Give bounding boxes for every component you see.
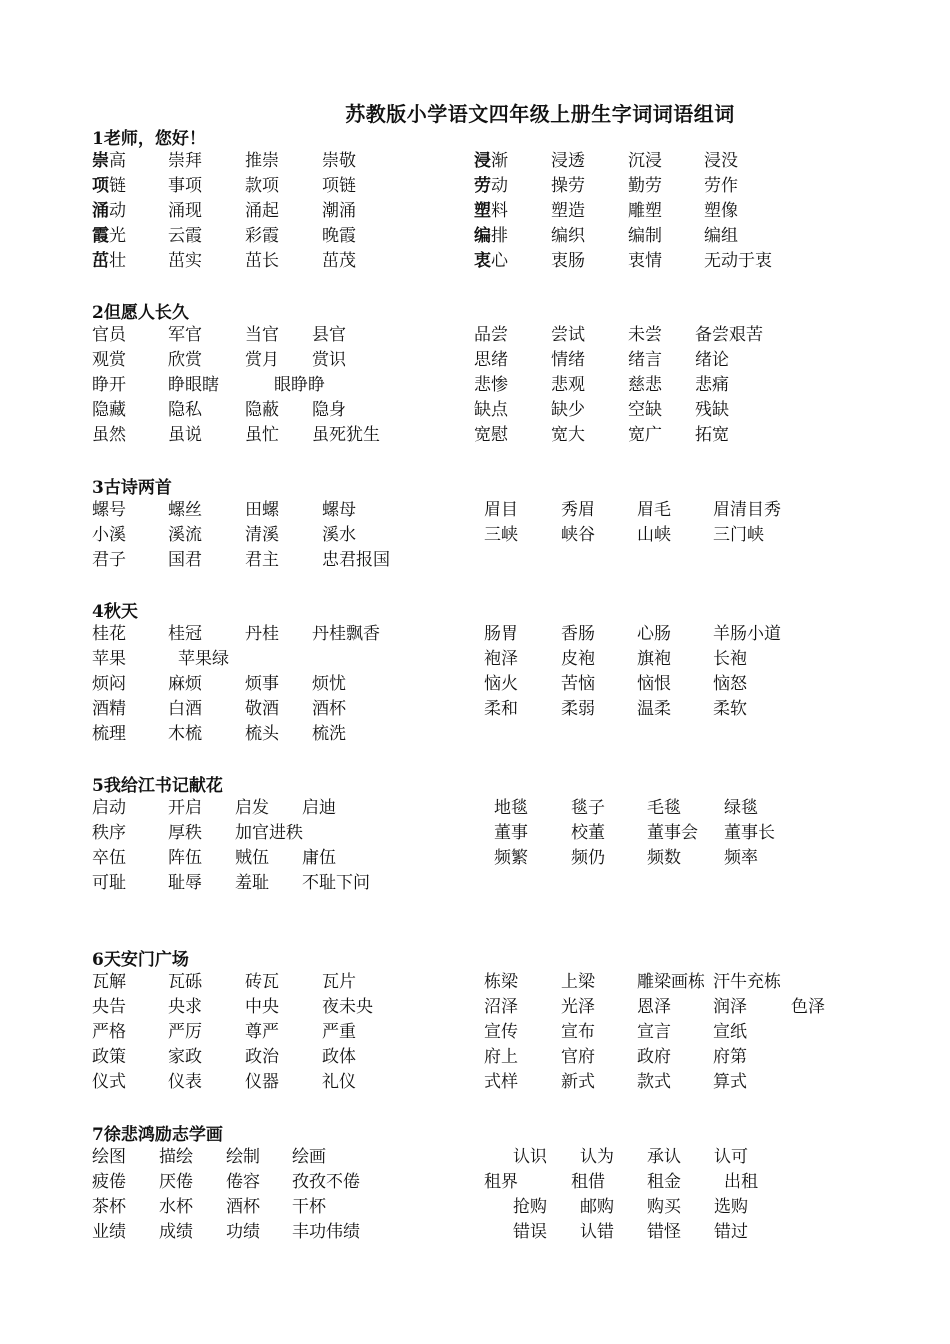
- word: 开启: [168, 798, 202, 818]
- word: 贼伍: [235, 847, 269, 868]
- word: 田螺: [245, 500, 279, 520]
- key-word: [92, 174, 126, 199]
- word: 严厉: [168, 1021, 202, 1042]
- word: 忠君报国: [322, 549, 390, 570]
- key-word: [92, 249, 126, 274]
- word: 羊肠小道: [713, 624, 781, 644]
- word: 螺丝: [168, 500, 202, 520]
- word: 军官: [168, 325, 202, 345]
- key-word: 袍泽: [484, 648, 518, 669]
- key-word: 虽然: [92, 424, 126, 445]
- word: 敬酒: [245, 698, 279, 719]
- word: 绘制: [226, 1147, 260, 1167]
- key-word: 栋梁: [484, 972, 518, 992]
- key-word: 柔和: [484, 698, 518, 719]
- lesson-title: 7徐悲鸿励志学画: [92, 1125, 223, 1145]
- word: 官府: [561, 1046, 595, 1067]
- word: 宣言: [637, 1021, 671, 1042]
- word: 虽死犹生: [312, 424, 380, 445]
- word-suffix: 心: [491, 250, 508, 271]
- word: 启发: [235, 798, 269, 818]
- word: 隐蔽: [245, 399, 279, 420]
- key-word: [92, 149, 126, 174]
- word: 宽广: [628, 424, 662, 445]
- word: 浸没: [704, 151, 738, 171]
- key-word: 董事: [494, 822, 528, 843]
- key-word: 隐藏: [92, 399, 126, 420]
- word: 眼睁睁: [274, 374, 325, 395]
- word: 毯子: [571, 798, 605, 818]
- word: 操劳: [551, 175, 585, 196]
- new-character: 霞: [92, 225, 109, 246]
- word: 空缺: [628, 399, 662, 420]
- key-word: 观赏: [92, 349, 126, 370]
- word: 残缺: [695, 399, 729, 420]
- word: 雕梁画栋: [637, 972, 705, 992]
- word: 云霞: [168, 225, 202, 246]
- word: 茁长: [245, 250, 279, 271]
- word: 溪流: [168, 524, 202, 545]
- word: 衷肠: [551, 250, 585, 271]
- key-word: 官员: [92, 325, 126, 345]
- word: 选购: [714, 1196, 748, 1217]
- word: 三门峡: [713, 524, 764, 545]
- word: 错怪: [647, 1221, 681, 1242]
- word: 加官进秩: [235, 822, 303, 843]
- key-word: 桂花: [92, 624, 126, 644]
- word-suffix: 高: [109, 151, 126, 171]
- word: 邮购: [580, 1196, 614, 1217]
- word: 频仍: [571, 847, 605, 868]
- word: 政治: [245, 1046, 279, 1067]
- word: 水杯: [159, 1196, 193, 1217]
- key-word: 酒精: [92, 698, 126, 719]
- key-word: 苹果: [92, 648, 126, 669]
- word: 心肠: [637, 624, 671, 644]
- key-word: 抢购: [513, 1196, 547, 1217]
- word: 砖瓦: [245, 972, 279, 992]
- word: 绪论: [695, 349, 729, 370]
- word: 成绩: [159, 1221, 193, 1242]
- word-suffix: 动: [491, 175, 508, 196]
- word: 款式: [637, 1071, 671, 1092]
- word: 悲观: [551, 374, 585, 395]
- key-word: 恼火: [484, 673, 518, 694]
- word: 茁实: [168, 250, 202, 271]
- word: 白酒: [168, 698, 202, 719]
- word: 上梁: [561, 972, 595, 992]
- word: 央求: [168, 996, 202, 1017]
- word: 董事长: [724, 822, 775, 843]
- word: 崇拜: [168, 151, 202, 171]
- key-word: [474, 149, 508, 174]
- word-suffix: 渐: [491, 151, 508, 171]
- word: 酒杯: [312, 698, 346, 719]
- word: 出租: [724, 1171, 758, 1192]
- new-character: 茁: [92, 250, 109, 271]
- word: 隐私: [168, 399, 202, 420]
- word: 螺母: [322, 500, 356, 520]
- key-word: 错误: [513, 1221, 547, 1242]
- word: 晚霞: [322, 225, 356, 246]
- word: 启迪: [302, 798, 336, 818]
- word: 当官: [245, 325, 279, 345]
- word: 润泽: [713, 996, 747, 1017]
- word: 梳头: [245, 723, 279, 744]
- word: 眉清目秀: [713, 500, 781, 520]
- new-character: 涌: [92, 200, 109, 221]
- word: 溪水: [322, 524, 356, 545]
- word: 香肠: [561, 624, 595, 644]
- word: 丰功伟绩: [292, 1221, 360, 1242]
- word: 尝试: [551, 325, 585, 345]
- word: 宽大: [551, 424, 585, 445]
- word: 礼仪: [322, 1071, 356, 1092]
- word: 赏识: [312, 349, 346, 370]
- word-suffix: 壮: [109, 250, 126, 271]
- word-suffix: 排: [491, 225, 508, 246]
- key-word: 悲惨: [474, 374, 508, 395]
- word: 缺少: [551, 399, 585, 420]
- word: 绘画: [292, 1147, 326, 1167]
- word: 恼恨: [637, 673, 671, 694]
- new-character: 项: [92, 175, 109, 196]
- word: 涌现: [168, 200, 202, 221]
- key-word: [92, 224, 126, 249]
- key-word: 租界: [484, 1171, 518, 1192]
- word: 宣纸: [713, 1021, 747, 1042]
- word: 麻烦: [168, 673, 202, 694]
- word: 错过: [714, 1221, 748, 1242]
- word: 皮袍: [561, 648, 595, 669]
- key-word: 频繁: [494, 847, 528, 868]
- word: 频数: [647, 847, 681, 868]
- word: 尊严: [245, 1021, 279, 1042]
- key-word: 品尝: [474, 325, 508, 345]
- document-title: 苏教版小学语文四年级上册生字词词语组词: [345, 102, 735, 126]
- word: 长袍: [713, 648, 747, 669]
- key-word: 仪式: [92, 1071, 126, 1092]
- word: 色泽: [791, 996, 825, 1017]
- word: 光泽: [561, 996, 595, 1017]
- word: 董事会: [647, 822, 698, 843]
- word: 睁眼瞎: [168, 374, 219, 395]
- word: 描绘: [159, 1147, 193, 1167]
- key-word: 地毯: [494, 798, 528, 818]
- new-character: 衷: [474, 250, 491, 271]
- key-word: 烦闷: [92, 673, 126, 694]
- new-character: 崇: [92, 151, 109, 171]
- word: 功绩: [226, 1221, 260, 1242]
- word: 国君: [168, 549, 202, 570]
- word: 丹桂飘香: [312, 624, 380, 644]
- word: 沉浸: [628, 151, 662, 171]
- word: 编制: [628, 225, 662, 246]
- word: 崇敬: [322, 151, 356, 171]
- word: 孜孜不倦: [292, 1171, 360, 1192]
- word-suffix: 料: [491, 200, 508, 221]
- key-word: [474, 199, 508, 224]
- word: 租借: [571, 1171, 605, 1192]
- word: 眉毛: [637, 500, 671, 520]
- lesson-title: 3古诗两首: [92, 478, 172, 498]
- word: 算式: [713, 1071, 747, 1092]
- word: 梳洗: [312, 723, 346, 744]
- word: 丹桂: [245, 624, 279, 644]
- key-word: 君子: [92, 549, 126, 570]
- word: 劳作: [704, 175, 738, 196]
- key-word: 央告: [92, 996, 126, 1017]
- word: 赏月: [245, 349, 279, 370]
- key-word: 式样: [484, 1071, 518, 1092]
- word: 无动于衷: [704, 250, 772, 271]
- word: 府第: [713, 1046, 747, 1067]
- key-word: 业绩: [92, 1221, 126, 1242]
- word: 潮涌: [322, 200, 356, 221]
- key-word: [474, 224, 508, 249]
- key-word: 梳理: [92, 723, 126, 744]
- key-word: 严格: [92, 1021, 126, 1042]
- word: 旗袍: [637, 648, 671, 669]
- key-word: 小溪: [92, 524, 126, 545]
- key-word: 宣传: [484, 1021, 518, 1042]
- new-character: 浸: [474, 151, 491, 171]
- key-word: [474, 249, 508, 274]
- word: 租金: [647, 1171, 681, 1192]
- word: 夜未央: [322, 996, 373, 1017]
- word: 恩泽: [637, 996, 671, 1017]
- lesson-title: 5我给江书记献花: [92, 776, 223, 796]
- word: 羞耻: [235, 872, 269, 893]
- lesson-title: 6天安门广场: [92, 950, 189, 970]
- lesson-title: 4秋天: [92, 602, 138, 622]
- key-word: 启动: [92, 798, 126, 818]
- word: 塑像: [704, 200, 738, 221]
- word: 欣赏: [168, 349, 202, 370]
- word: 干杯: [292, 1196, 326, 1217]
- word: 绿毯: [724, 798, 758, 818]
- word: 苹果绿: [178, 648, 229, 669]
- word: 政体: [322, 1046, 356, 1067]
- word: 塑造: [551, 200, 585, 221]
- word: 仪器: [245, 1071, 279, 1092]
- word: 仪表: [168, 1071, 202, 1092]
- word: 编组: [704, 225, 738, 246]
- word: 庸伍: [302, 847, 336, 868]
- key-word: 思绪: [474, 349, 508, 370]
- word: 烦事: [245, 673, 279, 694]
- word: 事项: [168, 175, 202, 196]
- word: 雕塑: [628, 200, 662, 221]
- key-word: [474, 174, 508, 199]
- word: 中央: [245, 996, 279, 1017]
- word: 虽忙: [245, 424, 279, 445]
- key-word: 三峡: [484, 524, 518, 545]
- word: 恼怒: [713, 673, 747, 694]
- word: 涌起: [245, 200, 279, 221]
- word: 频率: [724, 847, 758, 868]
- word: 茁茂: [322, 250, 356, 271]
- word: 悲痛: [695, 374, 729, 395]
- key-word: 瓦解: [92, 972, 126, 992]
- word: 桂冠: [168, 624, 202, 644]
- key-word: 眉目: [484, 500, 518, 520]
- new-character: 塑: [474, 200, 491, 221]
- key-word: 绘图: [92, 1147, 126, 1167]
- word: 认可: [714, 1147, 748, 1167]
- key-word: [92, 199, 126, 224]
- word: 秀眉: [561, 500, 595, 520]
- key-word: 认识: [513, 1147, 547, 1167]
- key-word: 政策: [92, 1046, 126, 1067]
- word: 编织: [551, 225, 585, 246]
- word: 瓦片: [322, 972, 356, 992]
- word: 拓宽: [695, 424, 729, 445]
- word: 峡谷: [561, 524, 595, 545]
- word: 宣布: [561, 1021, 595, 1042]
- key-word: 睁开: [92, 374, 126, 395]
- word: 温柔: [637, 698, 671, 719]
- word: 隐身: [312, 399, 346, 420]
- word: 情绪: [551, 349, 585, 370]
- word: 木梳: [168, 723, 202, 744]
- word: 家政: [168, 1046, 202, 1067]
- word: 项链: [322, 175, 356, 196]
- word: 不耻下问: [302, 872, 370, 893]
- word: 衷情: [628, 250, 662, 271]
- key-word: 秩序: [92, 822, 126, 843]
- word: 浸透: [551, 151, 585, 171]
- new-character: 编: [474, 225, 491, 246]
- word: 购买: [647, 1196, 681, 1217]
- word: 承认: [647, 1147, 681, 1167]
- word: 认为: [580, 1147, 614, 1167]
- word: 瓦砾: [168, 972, 202, 992]
- word-suffix: 链: [109, 175, 126, 196]
- word: 阵伍: [168, 847, 202, 868]
- key-word: 沼泽: [484, 996, 518, 1017]
- word-suffix: 动: [109, 200, 126, 221]
- word: 款项: [245, 175, 279, 196]
- word: 未尝: [628, 325, 662, 345]
- word: 认错: [580, 1221, 614, 1242]
- word: 校董: [571, 822, 605, 843]
- word: 毛毯: [647, 798, 681, 818]
- word: 新式: [561, 1071, 595, 1092]
- key-word: 疲倦: [92, 1171, 126, 1192]
- key-word: 宽慰: [474, 424, 508, 445]
- word: 严重: [322, 1021, 356, 1042]
- word: 彩霞: [245, 225, 279, 246]
- word: 政府: [637, 1046, 671, 1067]
- word: 备尝艰苦: [695, 325, 763, 345]
- word: 慈悲: [628, 374, 662, 395]
- word: 烦忧: [312, 673, 346, 694]
- key-word: 可耻: [92, 872, 126, 893]
- lesson-title: 1老师，您好！: [92, 129, 206, 149]
- key-word: 缺点: [474, 399, 508, 420]
- key-word: 卒伍: [92, 847, 126, 868]
- word: 君主: [245, 549, 279, 570]
- word: 耻辱: [168, 872, 202, 893]
- lesson-title: 2但愿人长久: [92, 303, 189, 323]
- word: 县官: [312, 325, 346, 345]
- word: 柔弱: [561, 698, 595, 719]
- word: 苦恼: [561, 673, 595, 694]
- word: 厌倦: [159, 1171, 193, 1192]
- word-suffix: 光: [109, 225, 126, 246]
- key-word: 肠胃: [484, 624, 518, 644]
- word: 虽说: [168, 424, 202, 445]
- new-character: 劳: [474, 175, 491, 196]
- key-word: 茶杯: [92, 1196, 126, 1217]
- key-word: 府上: [484, 1046, 518, 1067]
- word: 清溪: [245, 524, 279, 545]
- word: 厚秩: [168, 822, 202, 843]
- word: 倦容: [226, 1171, 260, 1192]
- word: 山峡: [637, 524, 671, 545]
- word: 汗牛充栋: [713, 972, 781, 992]
- word: 勤劳: [628, 175, 662, 196]
- word: 柔软: [713, 698, 747, 719]
- word: 推崇: [245, 151, 279, 171]
- word: 绪言: [628, 349, 662, 370]
- key-word: 螺号: [92, 500, 126, 520]
- word: 酒杯: [226, 1196, 260, 1217]
